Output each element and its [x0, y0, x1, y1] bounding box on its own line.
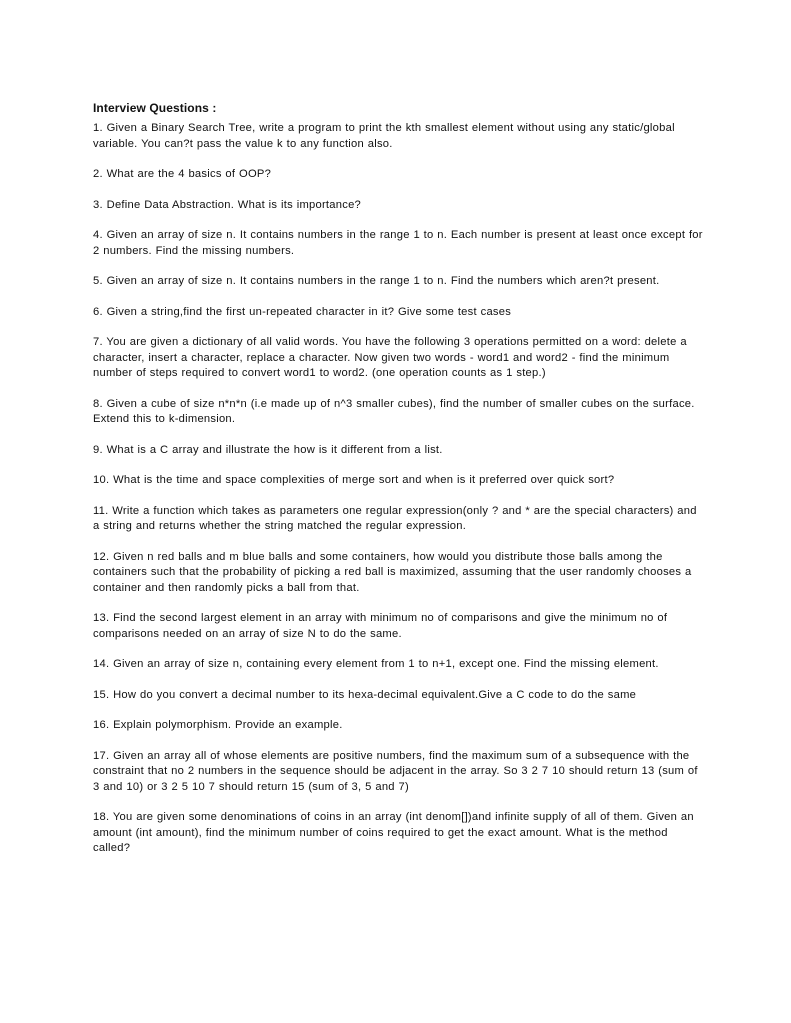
question-text: Given n red balls and m blue balls and some containers, how would you distribute those balls among the containers such that the probability of picking a red ball is maximized, assuming that the user randomly chooses a container and then randomly picks a ball from that. — [93, 550, 692, 594]
question-number: 3. — [93, 198, 103, 211]
question-text: Write a function which takes as parameters one regular expression(only ? and * are the special characters) and a string and returns whether the string matched the regular expression. — [93, 504, 697, 532]
question-text: Define Data Abstraction. What is its importance? — [106, 198, 362, 211]
question-7 — [93, 335, 705, 382]
question-1 — [93, 121, 705, 152]
question-number: 18. — [93, 811, 110, 823]
question-text: Find the second largest element in an array with minimum no of comparisons and give the minimum no of comparisons needed on an array of size N to do the same. — [93, 612, 668, 640]
question-4 — [93, 228, 705, 259]
question-3 — [93, 198, 705, 214]
question-17 — [93, 749, 705, 796]
question-14 — [93, 657, 705, 673]
question-text: Given an array of size n, containing every element from 1 to n+1, except one. Find the missing element. — [113, 658, 659, 670]
question-number: 2. — [93, 168, 103, 180]
question-13 — [93, 611, 705, 642]
document-page — [93, 101, 705, 872]
question-number: 10. — [93, 474, 110, 486]
question-number: 6. — [93, 305, 103, 318]
question-number: 17. — [93, 749, 110, 762]
question-18 — [93, 810, 705, 857]
question-text: Given an array of size n. It contains numbers in the range 1 to n. Each number is present at least once except for 2 numbers. Find the missing numbers. — [93, 229, 703, 257]
question-text: What is a C array and illustrate the how is it different from a list. — [106, 443, 443, 456]
question-12 — [93, 550, 705, 597]
question-number: 15. — [93, 688, 110, 701]
question-2 — [93, 167, 705, 183]
question-6 — [93, 305, 705, 321]
question-text: Given a string,find the first un-repeated character in it? Give some test cases — [106, 305, 512, 318]
question-number: 16. — [93, 719, 110, 731]
question-number: 12. — [93, 550, 110, 563]
question-number: 7. — [93, 336, 103, 348]
question-8 — [93, 397, 705, 428]
question-number: 13. — [93, 612, 110, 624]
question-text: You are given a dictionary of all valid words. You have the following 3 operations permitted on a word: delete a character, insert a character, replace a character. Now given two words - word1 and word2 - find the minimum number of steps required to convert word1 to word2. (one operation counts as 1 step.) — [93, 336, 687, 379]
question-text: How do you convert a decimal number to its hexa-decimal equivalent.Give a C code to do the same — [113, 688, 637, 701]
question-text: What are the 4 basics of OOP? — [106, 168, 272, 180]
question-15 — [93, 688, 705, 704]
question-10 — [93, 473, 705, 489]
question-text: Given a cube of size n*n*n (i.e made up of n^3 smaller cubes), find the number of smaller cubes on the surface. Extend this to k-dimension. — [93, 397, 695, 425]
question-text: Explain polymorphism. Provide an example. — [113, 719, 343, 731]
question-9 — [93, 443, 705, 459]
question-text: Given an array of size n. It contains numbers in the range 1 to n. Find the numbers which aren?t present. — [106, 275, 660, 287]
question-number: 9. — [93, 443, 103, 456]
question-text: Given a Binary Search Tree, write a program to print the kth smallest element without using any static/global variable. You can?t pass the value k to any function also. — [93, 122, 675, 150]
question-number: 14. — [93, 658, 110, 670]
document-heading: Interview Questions : — [93, 101, 217, 115]
question-text: You are given some denominations of coins in an array (int denom[])and infinite supply of all of them. Given an amount (int amount), find the minimum number of coins required to get the exact amount. What is the method called? — [93, 811, 694, 854]
question-16 — [93, 718, 705, 734]
question-number: 5. — [93, 275, 103, 287]
question-number: 11. — [93, 504, 109, 517]
question-5 — [93, 274, 705, 290]
question-number: 8. — [93, 397, 103, 410]
question-number: 4. — [93, 229, 103, 241]
question-text: What is the time and space complexities of merge sort and when is it preferred over quick sort? — [113, 474, 615, 486]
question-text: Given an array all of whose elements are positive numbers, find the maximum sum of a subsequence with the constraint that no 2 numbers in the sequence should be adjacent in the array. So 3 2 7 10 should return 13 (sum of 3 and 10) or 3 2 5 10 7 should return 15 (sum of 3, 5 and 7) — [93, 749, 698, 793]
question-11 — [93, 504, 705, 535]
question-number: 1. — [93, 122, 103, 134]
